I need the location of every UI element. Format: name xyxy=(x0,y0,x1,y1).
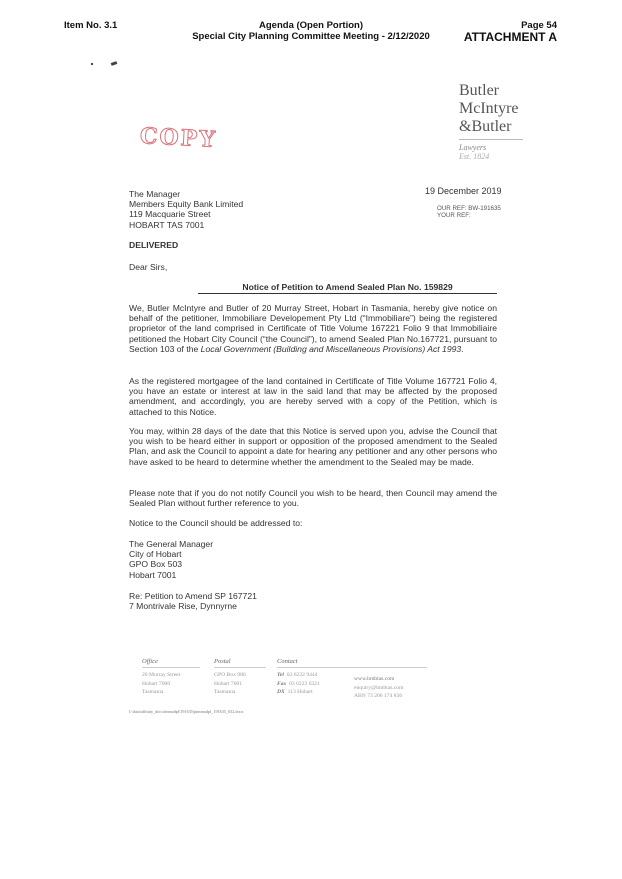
scan-mark xyxy=(111,61,118,66)
meeting-title: Special City Planning Committee Meeting - 2/12/2020 xyxy=(192,31,430,42)
subject-text: Notice of Petition to Amend Sealed Plan No. 159829 xyxy=(242,282,453,292)
firm-established: Est. 1824 xyxy=(459,152,490,161)
council-address-line: GPO Box 503 xyxy=(129,559,183,570)
paragraph-4: Please note that if you do not notify Council you wish to be heard, then Council may amend the Sealed Plan without further reference to you. xyxy=(129,488,497,509)
council-address xyxy=(129,539,213,580)
re-line: 7 Montrivale Rise, Dynnyrne xyxy=(129,601,237,612)
delivery-method: DELIVERED xyxy=(129,240,179,250)
agenda-title: Agenda (Open Portion) xyxy=(259,20,363,31)
council-address-line: Hobart 7001 xyxy=(129,569,177,580)
paragraph-2: As the registered mortgagee of the land contained in Certificate of Title Volume 167721 Folio 4, you have an estate or interest at law in the said land that may be affected by the proposed amendment, and accordingly, you are hereby served with a copy of the Petition, which is attached to this Notice. xyxy=(129,376,497,417)
tel-value: 03 6222 9444 xyxy=(286,672,318,678)
paragraph-1-end: . xyxy=(461,343,464,354)
firm-logo xyxy=(459,82,539,161)
letter-date: 19 December 2019 xyxy=(425,186,502,196)
footer-divider xyxy=(142,667,200,668)
footer-contact-heading: Contact xyxy=(277,658,298,665)
paragraph-1 xyxy=(129,303,497,354)
dx-value: 113 Hobart xyxy=(287,689,313,695)
re-line: Re: Petition to Amend SP 167721 xyxy=(129,591,257,601)
footer-postal-line: Hobart 7001 xyxy=(214,680,243,687)
footer-web xyxy=(354,675,403,701)
scan-mark xyxy=(91,63,93,65)
addressee-line: 119 Macquarie Street xyxy=(129,209,211,220)
re-block xyxy=(129,591,257,611)
council-address-line: City of Hobart xyxy=(129,549,182,560)
firm-name-line1: Butler xyxy=(459,82,499,99)
act-title: Local Government (Building and Miscellaneous Provisions) Act 1993 xyxy=(200,343,462,354)
salutation: Dear Sirs, xyxy=(129,262,168,272)
tel-label: Tel xyxy=(277,672,284,678)
letter-subject xyxy=(198,282,497,294)
your-reference: YOUR REF: xyxy=(437,212,471,219)
firm-name-line3: &Butler xyxy=(459,118,512,135)
fax-value: 03 6223 6321 xyxy=(289,680,320,687)
addressee-line: Members Equity Bank Limited xyxy=(129,199,244,210)
footer-email: enquiry@bmbtas.com xyxy=(354,684,404,691)
firm-subtitle: Lawyers xyxy=(459,143,487,152)
paragraph-3: You may, within 28 days of the date that this Notice is served upon you, advise the Council that you wish to be heard either in support or opposition of the proposed amendment to the Sealed Plan, and ask the Council to appoint a date for hearing any petitioner and any other persons who have asked to be heard to determine whether the amendment to the Sealed may be made. xyxy=(129,426,497,467)
logo-divider xyxy=(459,139,523,140)
footer-office-heading: Office xyxy=(142,658,158,665)
dx-label: DX xyxy=(277,689,285,695)
footer-office-line: Hobart 7000 xyxy=(142,680,171,687)
council-address-line: The General Manager xyxy=(129,539,214,549)
addressee-line: HOBART TAS 7001 xyxy=(129,219,205,230)
footer-postal-line: GPO Box 980 xyxy=(214,672,246,678)
copy-stamp: COPY xyxy=(139,123,218,153)
footer-divider xyxy=(277,667,427,668)
paragraph-1-text: We, Butler McIntyre and Butler of 20 Murray Street, Hobart in Tasmania, hereby give notice on behalf of the petitioner, Immobiliare Developement Pty Ltd (“Immobiliare”) being the registered proprietor of the land comprised in Certificate of Title Volume 167221 Folio 9 that Immobiliaire petitioned the Hobart City Council (“the Council”), to amend Sealed Plan No.167721, pursuant to Section 103 of the xyxy=(129,303,497,354)
footer-postal xyxy=(214,658,266,697)
footer-abn: ABN 73 206 174 836 xyxy=(354,693,403,699)
item-number: Item No. 3.1 xyxy=(64,20,118,31)
footer-contact xyxy=(277,658,427,697)
footer-office-line: 20 Murray Street xyxy=(142,672,181,678)
page-number: Page 54 xyxy=(521,20,557,31)
paragraph-5: Notice to the Council should be addressed to: xyxy=(129,518,303,528)
footer-website: www.bmbtas.com xyxy=(354,676,395,682)
footer-divider xyxy=(214,667,266,668)
our-reference: OUR REF: BW-191635 xyxy=(437,205,501,212)
addressee-block xyxy=(129,189,243,230)
footer-postal-line: Tasmania xyxy=(214,689,236,695)
firm-name-line2: McIntyre xyxy=(459,100,519,117)
file-path: I:\data\affinity_docs\immodpl\191635\pimmodpl_191635_032.docx xyxy=(129,709,244,714)
attachment-label: ATTACHMENT A xyxy=(463,30,557,44)
footer-postal-heading: Postal xyxy=(214,658,231,665)
addressee-line: The Manager xyxy=(129,189,181,199)
footer-office-line: Tasmania xyxy=(142,689,164,695)
fax-label: Fax xyxy=(277,680,287,687)
footer-office xyxy=(142,658,200,697)
